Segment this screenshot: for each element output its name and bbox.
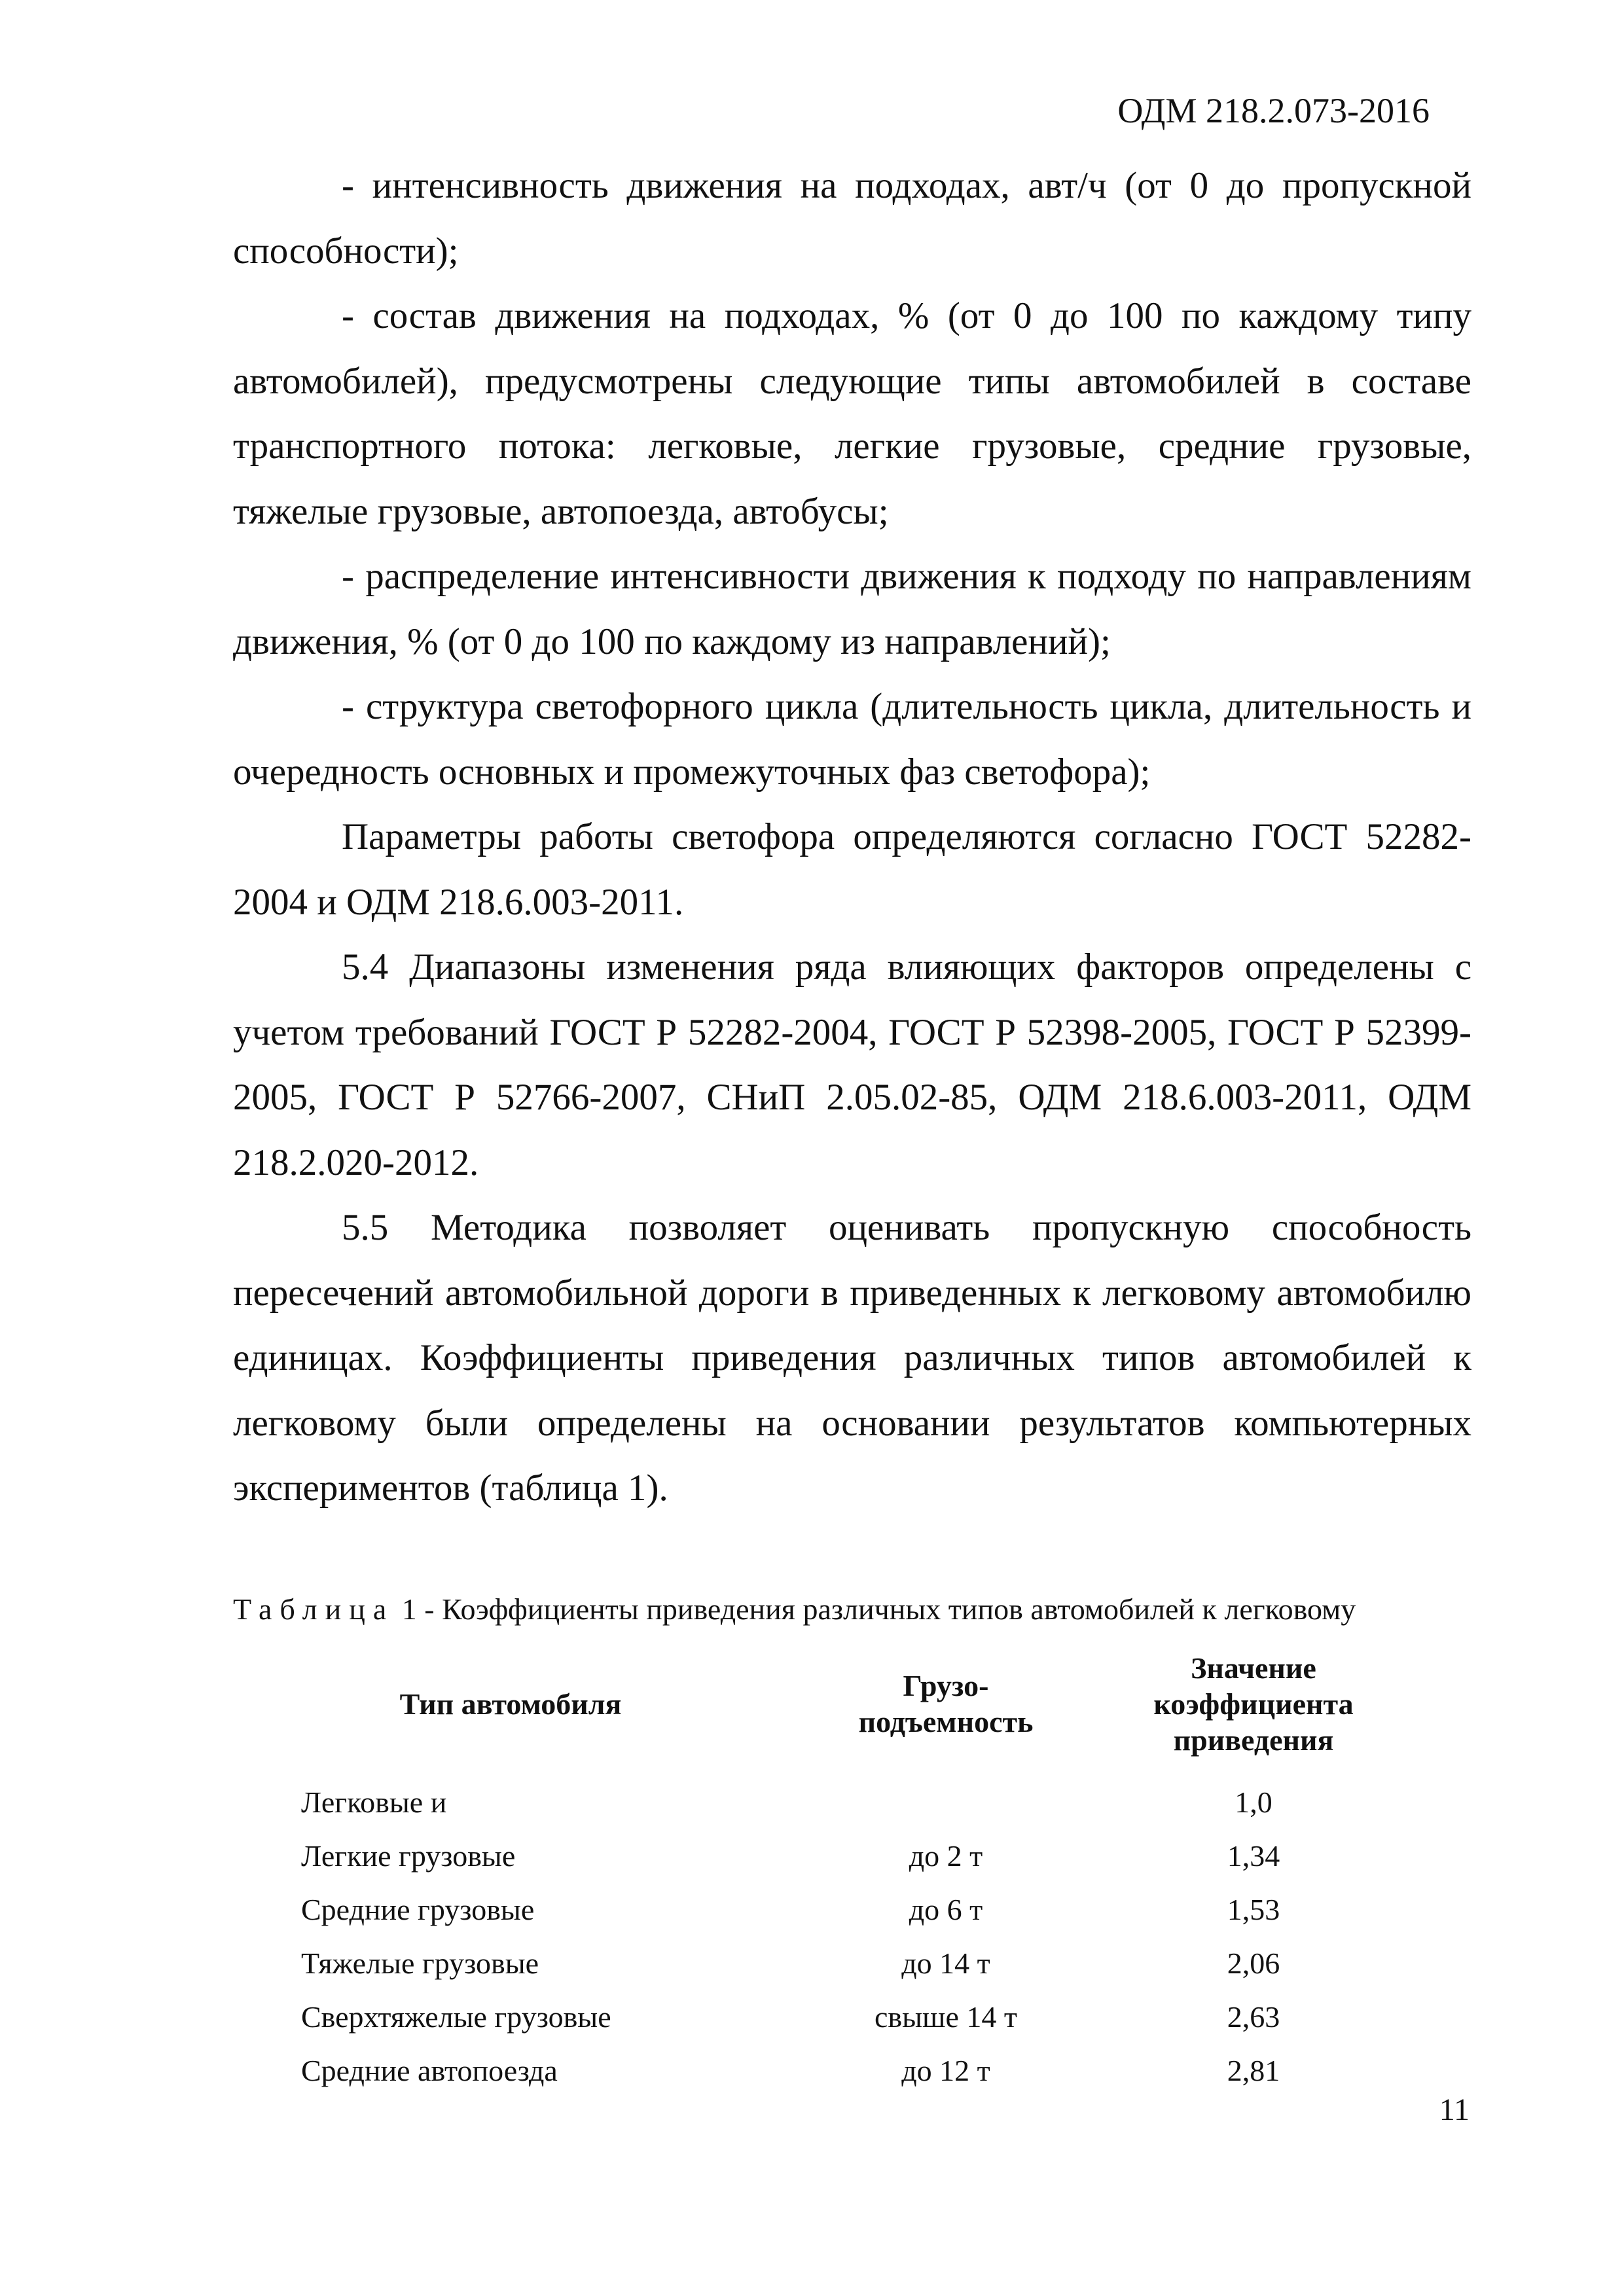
document-code-header: ОДМ 218.2.073-2016 bbox=[1117, 91, 1430, 130]
table-caption-text: 1 - Коэффициенты приведения различных типов автомобилей к легковому bbox=[401, 1592, 1356, 1626]
paragraph-section-5-5: 5.5 Методика позволяет оценивать пропускную способность пересечений автомобильной дороги в приведенных к легковому автомобилю единицах. Коэффициенты приведения различных типов автомобилей к легковому были определены на основании результатов компьютерных экспериментов (таблица 1). bbox=[233, 1207, 1471, 1509]
cell-coefficient: 1,34 bbox=[1227, 1839, 1280, 1873]
table-row bbox=[301, 1937, 1427, 1990]
cell-load-capacity: до 6 т bbox=[909, 1893, 983, 1926]
coefficient-table bbox=[301, 1640, 1427, 2098]
cell-load-capacity: до 12 т bbox=[901, 2054, 990, 2087]
cell-coefficient: 2,81 bbox=[1227, 2054, 1280, 2087]
cell-vehicle-type: Легковые и bbox=[301, 1785, 447, 1819]
table-caption bbox=[233, 1594, 1477, 1624]
body-text bbox=[233, 153, 1471, 1521]
header-coefficient-value-line2: коэффициента bbox=[1153, 1687, 1354, 1721]
paragraph-traffic-composition: - состав движения на подходах, % (от 0 до 100 по каждому типу автомобилей), предусмотрены следующие типы автомобилей в составе транспортного потока: легковые, легкие грузовые, средние грузовые, тяжелые грузовые, автопоезда, автобусы; bbox=[233, 295, 1471, 532]
cell-coefficient: 1,53 bbox=[1227, 1893, 1280, 1926]
cell-vehicle-type: Легкие грузовые bbox=[301, 1839, 516, 1873]
cell-load-capacity bbox=[812, 1776, 1080, 1829]
cell-coefficient: 2,06 bbox=[1227, 1946, 1280, 1980]
table-row bbox=[301, 1776, 1427, 1829]
cell-vehicle-type: Сверхтяжелые грузовые bbox=[301, 2000, 611, 2034]
paragraph-signal-cycle: - структура светофорного цикла (длительность цикла, длительность и очередность основных и промежуточных фаз светофора); bbox=[233, 686, 1471, 793]
cell-load-capacity: до 2 т bbox=[909, 1839, 983, 1873]
paragraph-section-5-4: 5.4 Диапазоны изменения ряда влияющих факторов определены с учетом требований ГОСТ Р 52282-2004, ГОСТ Р 52398-2005, ГОСТ Р 52399-2005, ГОСТ Р 52766-2007, СНиП 2.05.02-85, ОДМ 218.6.003-2011, ОДМ 218.2.020-2012. bbox=[233, 946, 1471, 1183]
header-coefficient-value-line3: приведения bbox=[1173, 1723, 1334, 1757]
header-coefficient-value-line1: Значение bbox=[1191, 1651, 1316, 1685]
cell-coefficient: 1,0 bbox=[1235, 1785, 1272, 1819]
cell-load-capacity: свыше 14 т bbox=[875, 2000, 1017, 2034]
cell-load-capacity: до 14 т bbox=[901, 1946, 990, 1980]
paragraph-intensity: - интенсивность движения на подходах, авт/ч (от 0 до пропускной способности); bbox=[233, 165, 1471, 272]
table-row bbox=[301, 1883, 1427, 1937]
header-load-capacity-line2: подъемность bbox=[858, 1705, 1034, 1738]
table-row bbox=[301, 1990, 1427, 2044]
cell-vehicle-type: Средние грузовые bbox=[301, 1893, 535, 1926]
paragraph-signal-parameters: Параметры работы светофора определяются согласно ГОСТ 52282-2004 и ОДМ 218.6.003-2011. bbox=[233, 816, 1471, 923]
table-row bbox=[301, 1829, 1427, 1883]
header-coefficient-value bbox=[1080, 1640, 1427, 1776]
cell-vehicle-type: Тяжелые грузовые bbox=[301, 1946, 539, 1980]
table-header-row bbox=[301, 1640, 1427, 1776]
header-load-capacity bbox=[812, 1640, 1080, 1776]
paragraph-direction-distribution: - распределение интенсивности движения к подходу по направлениям движения, % (от 0 до 100 по каждому из направлений); bbox=[233, 556, 1471, 662]
page-number: 11 bbox=[1439, 2092, 1470, 2127]
table-row bbox=[301, 2044, 1427, 2098]
header-load-capacity-line1: Грузо- bbox=[903, 1669, 989, 1702]
cell-vehicle-type: Средние автопоезда bbox=[301, 2054, 558, 2087]
cell-coefficient: 2,63 bbox=[1227, 2000, 1280, 2034]
header-vehicle-type: Тип автомобиля bbox=[399, 1687, 622, 1721]
table-caption-label: Таблица bbox=[233, 1592, 395, 1626]
